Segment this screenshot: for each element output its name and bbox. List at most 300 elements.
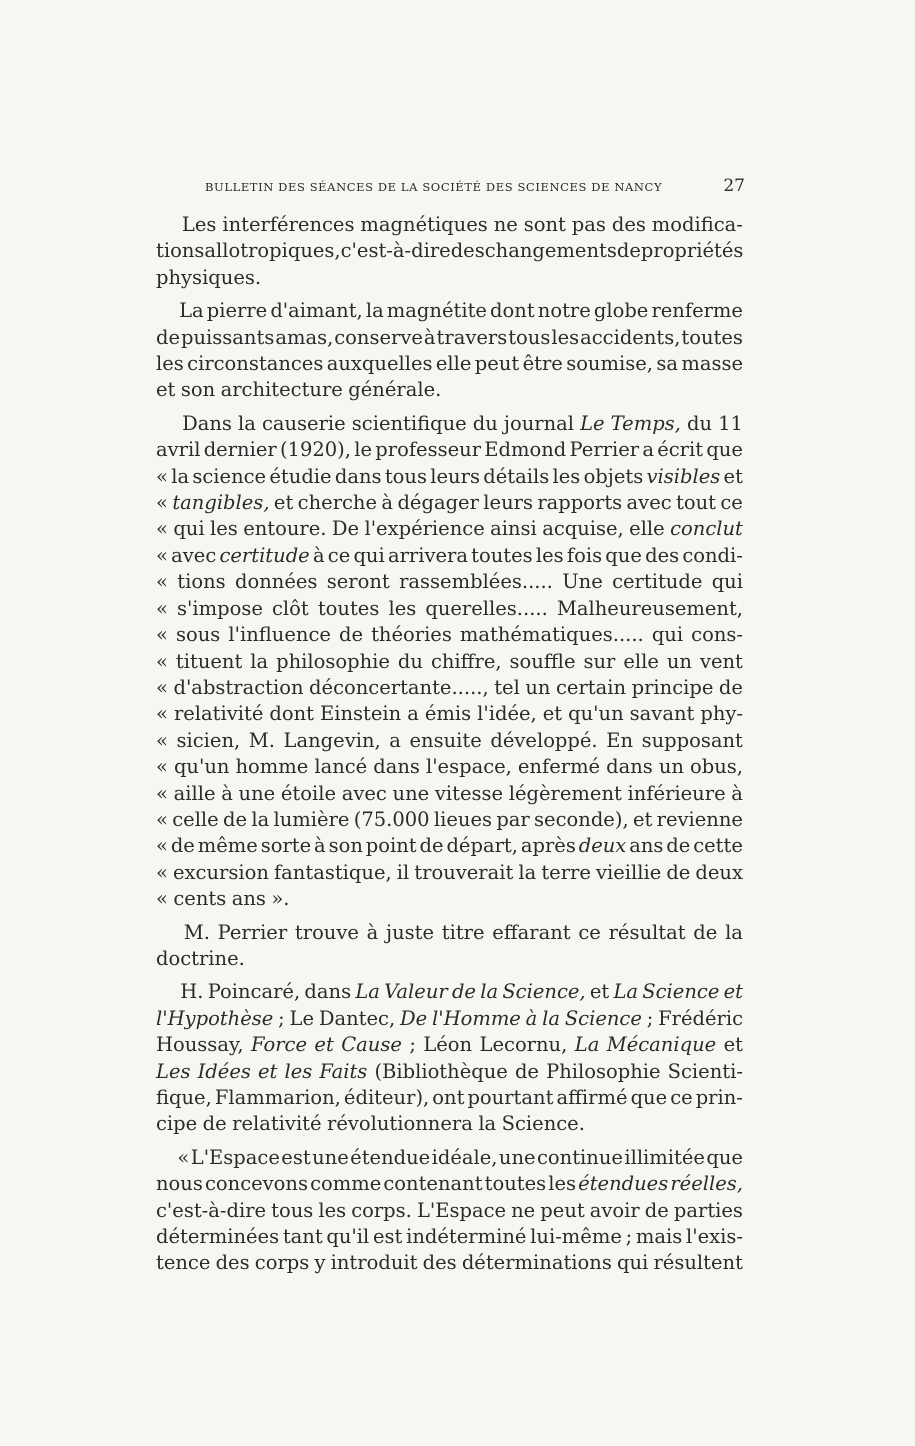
word: Le [289,1006,315,1030]
word: son [180,378,216,402]
text-line [156,238,743,264]
word: a [642,438,654,462]
word: « [156,464,168,488]
word: même [197,834,258,858]
word: « [156,570,168,594]
word: l'exis- [685,1225,743,1249]
word: changements [484,239,617,263]
word: leurs [483,491,533,515]
paragraph-gap [156,1138,743,1145]
word: 11 [718,411,743,435]
word: fique, [156,1086,212,1109]
word: entoure. [243,517,327,541]
word: sur [583,649,616,673]
word: prin- [695,1086,743,1109]
word: L'Espace [416,1198,507,1222]
word: Dantec, [318,1006,396,1030]
word: contenant [383,1172,483,1196]
word: déterminations [461,1251,612,1275]
word: ; [409,1033,416,1057]
word: et [156,378,176,402]
word: données [234,570,318,594]
paragraph-gap [156,404,743,411]
word: un [666,649,692,673]
word: En [606,728,634,752]
text-line [156,1006,743,1032]
word: rassemblées..... [399,570,553,594]
word: Dans [182,411,232,435]
word: Cause [341,1033,402,1057]
word: cette [693,834,743,858]
text-line [156,1250,743,1276]
word: étoile [280,781,337,805]
word: notre [537,299,591,323]
word: de [718,675,743,699]
word: Philosophie [546,1059,661,1083]
word: Mécanique [606,1033,717,1057]
word: « [156,491,168,515]
word: tous [384,464,427,488]
word: supposant [641,728,743,752]
word: et [314,1033,334,1057]
word: Frédéric [658,1006,743,1030]
word: l'Hypothèse [156,1006,274,1030]
word: que [605,543,642,567]
word: la [480,980,499,1004]
word: ce [670,1086,693,1109]
running-header [205,176,745,196]
word: ne [511,1198,536,1222]
word: idéale, [431,1145,498,1169]
word: tangibles, [172,491,270,515]
word: physiques. [156,265,262,289]
word: sorte [260,834,312,858]
word: ainsi [490,517,537,541]
word: leurs [430,464,480,488]
word: la [725,920,743,944]
word: à [314,834,326,858]
word: l'espace, [425,755,512,779]
word: l'Homme [431,1006,521,1030]
word: les [388,596,417,620]
word: chiffre, [430,649,502,673]
word: la [542,1006,560,1030]
word: celle [172,807,219,831]
word: la [251,807,270,831]
text-line [156,1198,743,1224]
word: de [170,834,195,858]
word: ce [327,543,351,567]
word: avec [171,543,217,567]
word: fantastique, [273,860,392,884]
word: dernier [203,438,277,462]
word: principe [631,675,714,699]
word: les [156,352,184,376]
word: M. [248,728,275,752]
text-line [156,569,743,595]
text-line [156,1085,743,1111]
word: condi- [682,543,743,567]
word: toutes [484,1172,547,1196]
word: les [548,1172,577,1196]
word: résultent [653,1251,743,1275]
word: des [422,1251,457,1275]
word: « [156,781,168,805]
word: avoir [589,1198,640,1222]
word: théories [371,623,452,647]
word: clôt [272,596,309,620]
word: De [399,1006,428,1030]
word: juste [386,920,435,944]
word: de [666,834,691,858]
word: qu'un [173,755,230,779]
text-line [156,675,743,701]
word: sicien, [176,728,241,752]
word: concevons [204,1172,308,1196]
word: le [354,438,373,462]
paragraph [156,979,743,1137]
word: continue [536,1145,623,1169]
word: soumise, [566,352,653,376]
word: puissants [181,325,275,349]
word: une [392,781,430,805]
word: à [221,781,233,805]
word: Poincaré, [207,980,301,1004]
word: que [630,1086,668,1109]
word: qu'un [568,702,624,726]
word: une [238,781,276,805]
word: arrivera [387,543,468,567]
word: dégager [397,491,479,515]
word: certain [556,675,627,699]
word: à [366,920,379,944]
word: légèrement [508,781,622,805]
word: renferme [651,299,743,323]
word: de [156,325,181,349]
word: ; [625,1225,633,1249]
word: à [312,543,325,567]
word: souffle [509,649,576,673]
word: tous [508,325,551,349]
word: ce [720,491,743,515]
word: a [389,728,401,752]
word: développé. [490,728,598,752]
text-line [156,920,743,946]
word: à [423,325,436,349]
text-line [156,979,743,1005]
word: les [318,1198,347,1222]
word: à [381,491,394,515]
word: étendues [578,1172,669,1196]
word: « [156,887,168,911]
word: qui [617,1251,649,1275]
word: et [589,980,610,1004]
word: Le [580,411,605,435]
word: acquise, [542,517,624,541]
word: deux [695,860,743,884]
word: est [373,1225,403,1249]
word: de [223,807,248,831]
text-line [156,886,743,912]
word: tions [177,570,226,594]
word: l'idée, [477,702,537,726]
word: dont [269,702,314,726]
word: Temps, [610,411,681,435]
word: du [472,411,498,435]
word: lui-même [530,1225,622,1249]
word: Einstein [320,702,402,726]
word: de [451,980,476,1004]
word: l'expérience [364,517,485,541]
word: que [706,438,743,462]
word: d'abstraction [173,675,304,699]
word: « [156,649,168,673]
word: écrit [657,438,704,462]
word: « [156,543,168,567]
paragraph-gap [156,913,743,920]
word: certitude [612,570,703,594]
word: visibles [646,464,721,488]
text-line [156,649,743,675]
text-line [156,781,743,807]
word: et [258,1059,278,1083]
word: indéterminé [406,1225,527,1249]
word: de [202,1112,227,1136]
word: qui [711,570,743,594]
word: professeur [375,438,482,462]
word: Malheureusement, [556,596,743,620]
word: inférieure [627,781,726,805]
word: a [407,702,419,726]
word: cons- [691,623,743,647]
word: H. [180,980,204,1004]
text-line [156,265,743,291]
word: ans [231,887,266,911]
word: il [396,860,410,884]
word: tituent [175,649,243,673]
word: interférences [222,213,355,236]
word: « [156,728,168,752]
word: tions [156,239,205,263]
word: l'influence [228,623,331,647]
word: vieillie [595,860,662,884]
word: modifica- [651,213,743,236]
word: « [156,623,168,647]
word: revienne [656,807,743,831]
word: la [365,299,384,323]
word: scientifique [351,411,467,435]
body-text [156,212,743,1277]
word: mathématiques..... [459,623,644,647]
word: mais [635,1225,683,1249]
word: philosophie [276,649,390,673]
word: peut [540,1198,585,1222]
word: parties [673,1198,743,1222]
word: est [281,1145,311,1169]
word: science [192,464,267,488]
word: s'impose [177,596,263,620]
text-line [156,1032,743,1058]
word: la [250,649,269,673]
word: tence [156,1251,211,1275]
paragraph [156,1145,743,1277]
word: réelles, [670,1172,743,1196]
word: seront [326,570,390,594]
word: Valeur [384,980,448,1004]
text-line [156,1059,743,1085]
word: La [179,299,204,323]
word: Lecornu, [479,1033,568,1057]
word: aille [173,781,216,805]
word: vent [699,649,743,673]
word: ans [629,834,664,858]
word: allotropiques, [204,239,341,263]
text-line [156,464,743,490]
word: globe [593,299,649,323]
word: corps. [351,1198,412,1222]
word: c'est-à-dire [156,1198,267,1222]
word: ce [578,920,601,944]
word: propriétés [640,239,744,263]
word: pourtant [467,1086,554,1109]
word: nous [156,1172,203,1196]
word: un [525,675,551,699]
text-line [156,351,743,377]
word: conclut [670,517,743,541]
word: comme [310,1172,382,1196]
word: relativité [173,702,264,726]
word: éditeur), [343,1086,430,1109]
text-line [156,596,743,622]
text-line [156,728,743,754]
word: effarant [492,920,571,944]
word: une [498,1145,536,1169]
word: trouverait [414,860,514,884]
text-line [156,1171,743,1197]
text-line [156,754,743,780]
word: des [450,239,485,263]
word: phy- [700,702,743,726]
word: les [552,464,581,488]
text-line [156,516,743,542]
paragraph-gap [156,291,743,298]
word: toutes [681,325,743,349]
word: « [156,834,168,858]
word: une [312,1145,349,1169]
word: qui [651,623,684,647]
word: d'aimant, [270,299,363,323]
word: corps [254,1251,310,1275]
word: sont [523,213,566,236]
word: ; [278,1006,285,1030]
word: dont [490,299,535,323]
word: certitude [219,543,310,567]
word: point [365,834,417,858]
text-line [156,807,743,833]
word: M. [183,920,210,944]
text-line [156,490,743,516]
word: auxquelles [326,352,433,376]
word: « [177,1145,190,1169]
text-line [156,1224,743,1250]
word: et [723,1033,743,1057]
word: dans [373,755,420,779]
word: des [611,213,646,236]
word: illimitée [624,1145,705,1169]
word: et [723,464,743,488]
paragraph [156,298,743,404]
word: tant [282,1225,323,1249]
text-line [156,298,743,324]
word: après [520,834,576,858]
text-line [156,701,743,727]
word: magnétite [386,299,487,323]
word: « [156,675,168,699]
word: qu'il [326,1225,370,1249]
word: les [535,543,564,567]
word: toutes [471,543,533,567]
word: Idées [197,1059,251,1083]
word: sa [656,352,678,376]
word: dans [334,464,382,488]
word: « [156,755,168,779]
word: objets [583,464,644,488]
word: « [156,860,168,884]
word: tous [271,1198,314,1222]
word: conserve [334,325,423,349]
word: accidents, [580,325,681,349]
word: la [478,1112,497,1136]
word: L'Espace [190,1145,280,1169]
word: excursion [173,860,269,884]
word: de [514,1059,539,1083]
word: de [419,834,444,858]
word: lumière [273,807,350,831]
word: de [693,920,718,944]
word: La [574,1033,600,1057]
word: de [338,623,364,647]
text-line [156,1145,743,1171]
word: lancé [314,755,368,779]
word: dans [606,755,653,779]
word: émis [424,702,472,726]
word: les [210,517,238,541]
word: les [284,1059,313,1083]
word: cherche [297,491,378,515]
text-line [156,377,743,403]
word: déconcertante....., [309,675,489,699]
word: tout [676,491,717,515]
word: elle [629,517,665,541]
paragraph [156,212,743,291]
word: enfermé [517,755,601,779]
word: être [522,352,563,376]
word: titre [441,920,485,944]
word: ; [646,1006,654,1030]
word: Science [564,1006,642,1030]
word: Scienti- [667,1059,743,1083]
word: Science, [502,980,586,1004]
word: à [525,1006,538,1030]
word: Science [642,980,720,1004]
word: causerie [261,411,346,435]
word: lieues [433,807,493,831]
word: Force [251,1033,307,1057]
word: Langevin, [283,728,381,752]
word: qui [353,543,385,567]
word: ne [493,213,518,236]
word: magnétiques [360,213,488,236]
